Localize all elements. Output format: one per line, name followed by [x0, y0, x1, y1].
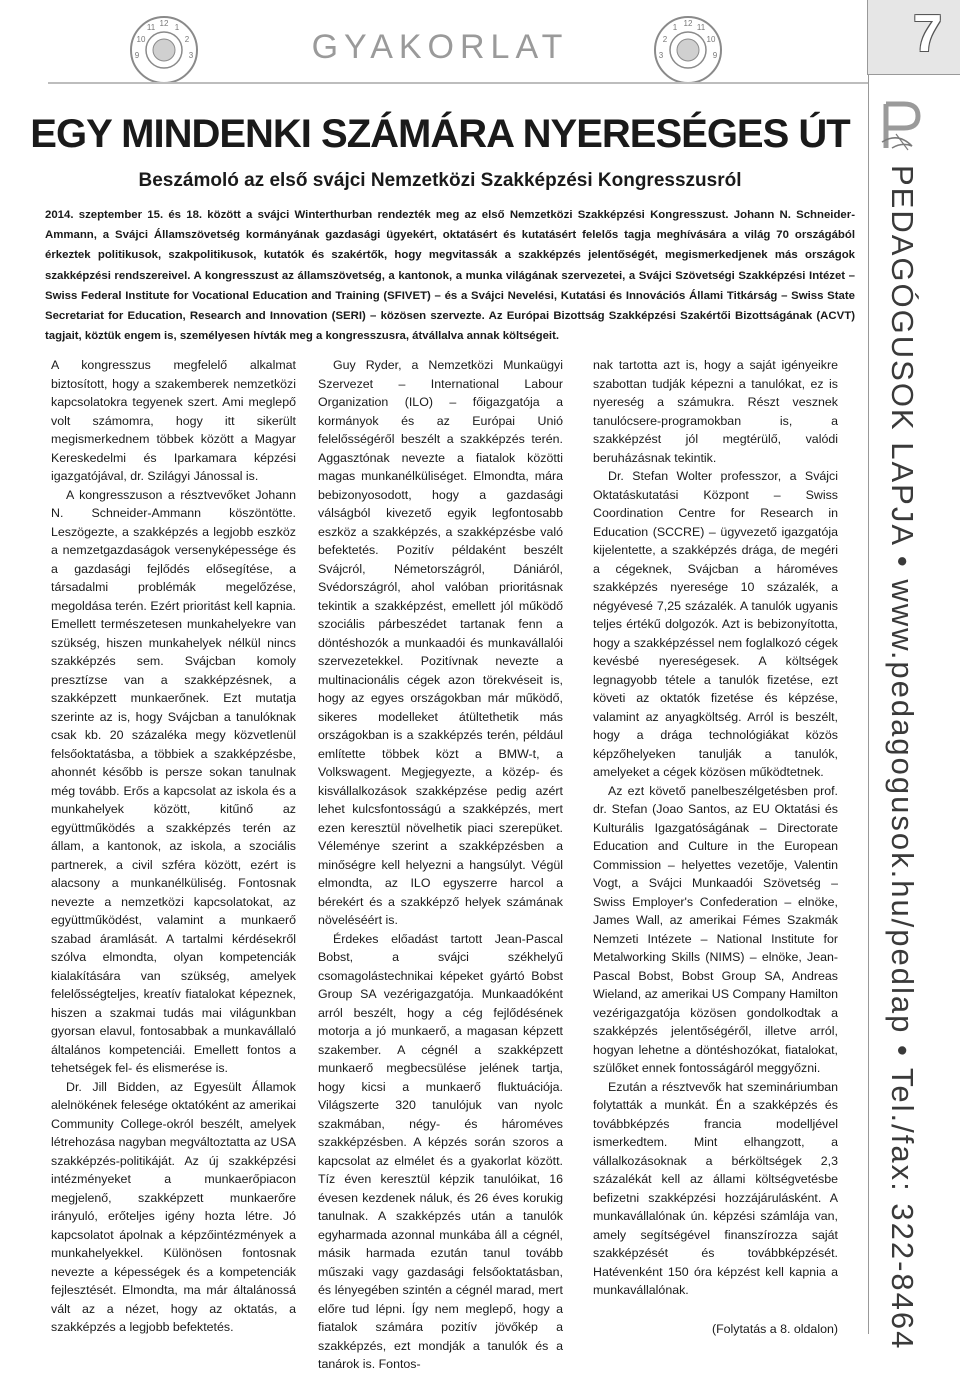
seal-right-digit: 12: [683, 19, 693, 28]
sidebar-contact-text: PEDAGÓGUSOK LAPJA • www.pedagogusok.hu/pedlap • Tel./fax: 322-8464: [885, 165, 920, 1351]
article-subtitle: Beszámoló az első svájci Nemzetközi Szakképzési Kongresszusról: [138, 170, 742, 191]
seal-right-digit: 10: [706, 35, 716, 44]
seal-left-digit: 9: [134, 51, 140, 60]
seal-right-digit: 3: [658, 51, 664, 60]
seal-right-digit: 1: [672, 23, 678, 32]
paragraph: Az ezt követő panelbeszélgetésben prof. dr. Stefan (Joao Santos, az EU Oktatási és Kulturális Igazgatóságának – Directorate Education and Culture in the European Commission – helyettes vezetője, Valentin Vogt, a Svájci Munkaadói Szövetség – Swiss Employer's Confederation – elnöke, James Wall, az amerikai Fémes Szakmák Nemzeti Intézete – National Institute for Metalworking Skills (NIMS) – elnöke, Jean-Pascal Bobst, Bobst Group SA, Andreas Wieland, az amerikai US Company Hamilton vezérigazgatója közösen gondolkodtak a szakképzés jelentőségéről, illetve arról, hogyan lehetne a döntéshozókat, fiatalokat, szülőket ennek fontosságáról meggyőzni.: [593, 783, 838, 1075]
article-column-2: [318, 356, 563, 1374]
page-number-box: [867, 0, 960, 75]
seal-right-digit: 2: [662, 35, 668, 44]
paragraph: Ezután a résztvevők hat szemináriumban folytatták a munkát. Én a szakképzés és továbbképzés francia modelljével ismerkedtem. Mint elhangzott, a vállalkozásoknak a bérköltségek 2,3 százalékát kell az állami költségvetésbe befizetni szakképzési hozzájárulásként. A munkavállalónak ún. képzési számlája van, amely segítségével finanszírozza saját szakképzését és továbbképzését. Hatévenként 150 óra képzést kell kapnia a munkavállalónak.: [593, 1079, 838, 1297]
seal-left-digit: 12: [159, 19, 169, 28]
clock-seal-right-icon: [652, 14, 724, 86]
paragraph: Dr. Jill Bidden, az Egyesült Államok alelnökének felesége oktatóként az amerikai Community College-okról beszélt, amelyek létrehozása nagyban megváltoztatta az USA szakképzés-politikáját. Az új szakképzési intézményeket a munkaerőpiacon megjelenő, szakképzett munkaerőre irányuló, erőteljes igény hozta létre. Jó kapcsolatot ápolnak a képzőintézmények a munkahelyekkel. Különösen fontosnak nevezte a képességek és a kompetenciák fejlesztését. Elmondta, ma már általánossá vált az a nézet, hogy az oktatás, a szakképzés a legjobb befektetés.: [51, 1079, 296, 1334]
seal-left-digit: 1: [174, 23, 180, 32]
article-column-1: [51, 356, 296, 1337]
article-lead: 2014. szeptember 15. és 18. között a svájci Winterthurban rendezték meg az első Nemzetközi Szakképzési Kongresszust. Johann N. Schneider-Ammann, a Svájci Államszövetség kormányának gazdasági ügyekért, oktatásért és kutatásért felelős tagja meghívására a világ 70 országából érkeztek politikusok, szakpolitikusok, kutatók és szakértők, hogy megvitassák a szakképzés jelentőségét, megismerkedjenek más országok szakképzési rendszereivel. A kongresszust az államszövetség, a kantonok, a munka világának szervezetei, a Svájci Szövetségi Szakképzési Intézet – Swiss Federal Institute for Vocational Education and Training (SFIVET) – és a Svájci Nevelési, Kutatási és Innovációs Állami Titkárság – Swiss State Secretariat for Education, Research and Innovation (SERI) – közösen szervezte. Az Európai Bizottság Szakképzési Szakértői Bizottságának (ACVT) tagjait, köztük engem is, személyesen hívták meg a kongresszusra, átvállalva annak költségeit.: [45, 209, 855, 343]
seal-left-digit: 2: [184, 35, 190, 44]
article-column-3: [593, 356, 838, 1338]
paragraph: Dr. Stefan Wolter professzor, a Svájci Oktatáskutatási Központ – Swiss Coordination Centre for Research in Education (SCCRE) – ügyvezető igazgatója kijelentette, a szakképzés drága, de megéri a cégeknek, Svájcban a hároméves szakképzés nyeresége 10 százalék, a négyévesé 7,25 százalék. A tanulók ugyanis teljes értékű dolgozók. Azt is bebizonyította, hogy a szakképzéssel nem foglalkozó cégek kevésbé nyereségesek. A költségek legnagyobb tétele a tanulók fizetése, ezt követi az oktatók fizetése és képzése, valamint az anyagköltség. Arról is beszélt, hogy a drága technológiákat közös képzőhelyeken tanulják a tanulók, amelyeket a cégek közösen működtetnek.: [593, 469, 838, 779]
seal-right-digit: 11: [696, 23, 706, 32]
seal-left-digit: 10: [136, 35, 146, 44]
page-number: 7: [913, 5, 942, 63]
seal-left-digit: 3: [188, 51, 194, 60]
sidebar-divider: [868, 74, 869, 1334]
section-label: GYAKORLAT: [311, 28, 569, 66]
continuation-note: (Folytatás a 8. oldalon): [711, 1321, 838, 1336]
seal-left-digit: 11: [146, 23, 156, 32]
clock-seal-right-graphic: [652, 14, 724, 86]
paragraph: Guy Ryder, a Nemzetközi Munkaügyi Szervezet – International Labour Organization (ILO) – főigazgatója a kormányok és az Európai Unió felelősségéről beszélt a szakképzés terén. Aggasztónak nevezte a fiatalok közötti magas munkanélküliséget. Elmondta, mára bebizonyosodott, hogy a gazdasági válságból kivezető egyik legfontosabb eszköz a szakképzés, a szakképzésbe való befektetés. Pozitív példaként beszélt Svájcról, Németországról, Dániáról, Svédországról, ahol valóban prioritásnak tekintik a szakképzést, emellett jól működő szociális párbeszédet tartanak fenn a döntéshozók a munkaadói és munkavállalói szervezetekkel. Pozitívnak nevezte a multinacionális cégek azon törekvéseit is, hogy az egyes országokban már működő, sikeres modelleket átültethetik más országokban is a szakképzés terén, például említette többek közt a BMW-t, a Volkswagent. Megjegyezte, a közép- és kisvállalkozások szakképzése pedig azért lehet kulcsfontosságú a szakképzés, mert ezen keresztül növelhetik piaci szerepüket. Véleménye szerint a szakképzésben a minőségre kell helyezni a hangsúlyt. Végül elmondta, az ILO egyszerre harcol a bérekért és a szakképző helyek számának növeléséért is.: [318, 358, 563, 927]
paragraph: Érdekes előadást tartott Jean-Pascal Bobst, a svájci székhelyű csomagolástechnikai képeket gyártó Bobst Group SA vezérigazgatója. Munkaadóként arról beszélt, hogy a cég fejlődésének motorja a jó munkaerő, a magasan képzett szakember. A cégnél a szakképzett munkaerő megbecsülése jelének tartja, hogy kicsi a munkaerő fluktuációja. Világszerte 320 tanulójuk van nyolc szakmában, négy- és hároméves szakképzésben. A képzés során szoros a kapcsolat az elmélet és a gyakorlat között. Tíz éven keresztül képzik tanulóikat, 16 évesen kezdenek náluk, és 26 éves korukig tanulnak. A szakképzés után a tanulók egyharmada azonnal munkába áll a cégnél, másik harmada ezután tanul tovább műszaki vagy gazdasági felsőoktatásban, és lényegében szintén a cégnél marad, mert előre tud lépni. Így nem meglepő, hogy a fiatalok számára pozitív jövőkép a szakképzés, ezt mondják a tanulók és a tanárok is. Fontos-: [318, 931, 563, 1371]
paragraph: A kongresszuson a résztvevőket Johann N. Schneider-Ammann köszöntötte. Leszögezte, a szakképzés a legjobb eszköz a nemzetgazdaságok versenyképessége és a gazdasági fejlődés elősegítése, a társadalmi problémák megelőzése, megoldása terén. Ezért prioritást kell kapnia. Emellett természetesen munkahelyekre van szükség, hiszen munkahelyek nélkül nincs szakképzés sem. Svájcban komoly presztízse van a szakképzésnek, a szakképzett munkaerőnek. Ezt mutatja szerinte az is, hogy Svájcban a tanulóknak csak kb. 20 százaléka megy közvetlenül felsőoktatásba, a többiek a szakképzésbe, ahonnét később is persze sokan tanulnak még tovább. Erős a kapcsolat az iskola és a munkahelyek között, kitűnő az együttműködés a szakképzés terén az állam, a kantonok, az iskola, a szociális partnerek, a civil szféra között, ezért is alacsony a munkanélküliség. Fontosnak nevezte a nemzetközi kapcsolatokat, az együttműködést, valamint a munkaerő szabad áramlását. A tartalmi kérdésekről szólva elmondta, olyan kompetenciák kialakítására van szükség, amelyek felelősségteljes, kreatív fiatalokat képeznek, hiszen a szakmai tudás mai világunkban gyorsan elavul, fontosabbak a munkavállaló általános kompetenciái. Emellett fontos a tehetségek fel- és elismerése is.: [51, 487, 296, 1075]
paragraph: nak tartotta azt is, hogy a saját igényeikre szabottan tudják képezni a tanulókat, ez is nyereség a számukra. Részt vesznek tanulócsere-programokban is, a szakképzést jól megtérülő, valódi beruházásnak tekintik.: [593, 358, 838, 465]
header-divider: [48, 82, 868, 84]
article-title: EGY MINDENKI SZÁMÁRA NYERESÉGES ÚT: [30, 112, 850, 156]
pedagogusok-lapja-logo-icon: [878, 98, 926, 154]
paragraph: A kongresszus megfelelő alkalmat biztosított, hogy a szakemberek nemzetközi kapcsolatokra tegyenek szert. Ami meglepő volt számomra, hogy itt sikerült megismerkednem többek között a Magyar Kereskedelmi és Iparkamara képzési igazgatójával, dr. Szilágyi Jánossal is.: [51, 358, 296, 483]
seal-right-digit: 9: [712, 51, 718, 60]
